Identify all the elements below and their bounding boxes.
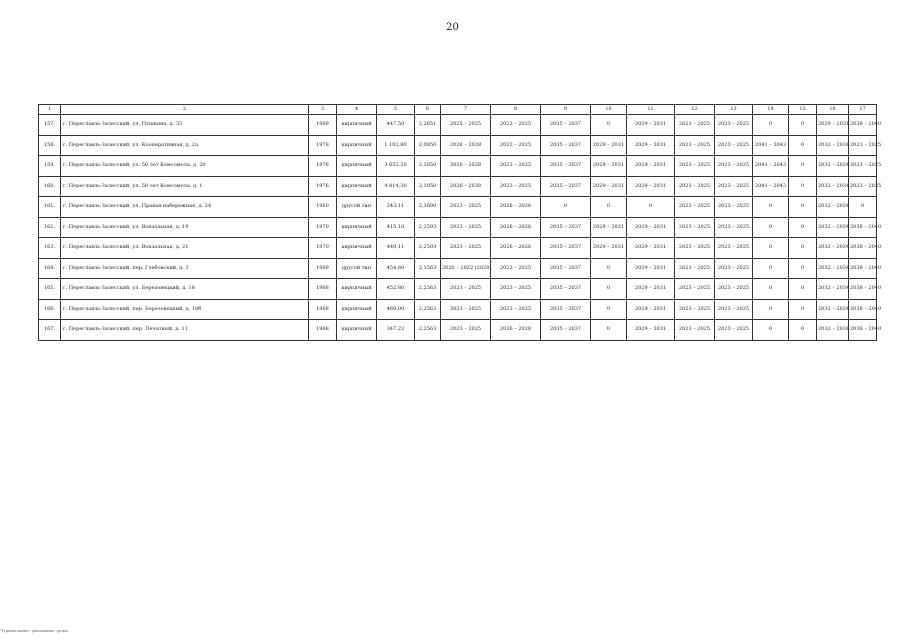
table-cell: 2029 – 2031	[627, 258, 675, 279]
address-cell: г. Переславль-Залесский, ул. Березовецкий, д. 18	[61, 279, 309, 300]
table-cell: 1968	[309, 299, 337, 320]
table-row	[39, 197, 877, 218]
table-cell: 243,11	[377, 197, 415, 218]
table-cell: 2023 – 2025	[715, 156, 753, 177]
table-cell: 2032 – 2034	[817, 217, 849, 238]
table-cell: 2035 – 2037	[541, 238, 591, 259]
table-cell: 2023 – 2025	[715, 238, 753, 259]
table-cell: другой тип	[337, 258, 377, 279]
table-cell: 2023 – 2025	[675, 238, 715, 259]
address-cell: г. Переславль-Залесский, пер. Березовецкий, д. 18б	[61, 299, 309, 320]
column-number: 16	[817, 105, 849, 115]
table-cell: 0	[753, 299, 789, 320]
table-cell: кирпичный	[337, 217, 377, 238]
table-cell: 0	[849, 197, 877, 218]
table-row	[39, 135, 877, 156]
table-cell: 2023 – 2025	[491, 258, 541, 279]
table-cell: 2035 – 2037	[541, 156, 591, 177]
table-cell: 2032 – 2034	[817, 279, 849, 300]
table-cell: 2026 – 2028	[441, 176, 491, 197]
table-row	[39, 115, 877, 136]
column-number: 17	[849, 105, 877, 115]
table-cell: 2025 – 2025	[441, 115, 491, 136]
table-cell: 2023 – 2025	[715, 135, 753, 156]
table-cell: 1978	[309, 135, 337, 156]
table-cell: 2023 – 2025	[441, 197, 491, 218]
table-cell: 2035 – 2037	[541, 320, 591, 341]
table-cell: 1976	[309, 176, 337, 197]
table-cell: 165.	[39, 279, 61, 300]
table-cell: 1976	[309, 156, 337, 177]
table-cell: 0	[789, 279, 817, 300]
table-cell: 2023 – 2025	[441, 238, 491, 259]
table-cell: 2023 – 2025	[491, 115, 541, 136]
table-cell: 0	[591, 279, 627, 300]
table-cell: 2029 – 2031	[627, 135, 675, 156]
table-cell: 2029 – 2031	[627, 320, 675, 341]
table-cell: 2029 – 2031	[591, 156, 627, 177]
table-cell: 2023 – 2025	[715, 115, 753, 136]
table-cell: 0	[753, 238, 789, 259]
table-cell: 2023 – 2025	[491, 299, 541, 320]
table-cell: 2023 – 2025	[715, 279, 753, 300]
table-cell: 2023 – 2025	[675, 135, 715, 156]
address-cell: г. Переславль-Залесский, ул. 50 лет Комсомола, д. 1	[61, 176, 309, 197]
table-cell: 2035 – 2037	[541, 176, 591, 197]
column-number: 14	[753, 105, 789, 115]
table-cell: кирпичный	[337, 299, 377, 320]
table-cell: 2029 – 2031	[591, 238, 627, 259]
table-cell: 2023 – 2025	[441, 217, 491, 238]
table-cell: 2,1563	[415, 258, 441, 279]
table-row	[39, 279, 877, 300]
column-number: 13	[715, 105, 753, 115]
table-row	[39, 176, 877, 197]
table-cell: 2023 – 2025	[715, 197, 753, 218]
table-cell: 0	[591, 115, 627, 136]
footer-note: *Примечание: указанные сроки	[0, 628, 68, 633]
table-cell: 2032 – 2034	[817, 197, 849, 218]
table-cell: 449,11	[377, 238, 415, 259]
table-cell: 2029 – 2031	[627, 176, 675, 197]
table-cell: 2038 – 2040	[849, 217, 877, 238]
column-number: 3	[309, 105, 337, 115]
table-cell: 1 102,80	[377, 135, 415, 156]
table-cell: 2023 – 2025	[715, 217, 753, 238]
table-cell: 2023 – 2025	[715, 299, 753, 320]
table-cell: 2029 – 2031	[627, 156, 675, 177]
table-cell: 2038 – 2040	[849, 279, 877, 300]
table-cell: 2023 – 2025	[675, 115, 715, 136]
table-cell: 164.	[39, 258, 61, 279]
table-cell: другой тип	[337, 197, 377, 218]
table-cell: 0	[591, 258, 627, 279]
table-cell: 2023 – 2025	[675, 258, 715, 279]
table-cell: 166.	[39, 299, 61, 320]
column-number: 4	[337, 105, 377, 115]
table-cell: 4 814,30	[377, 176, 415, 197]
table-cell: 2023 – 2025	[675, 197, 715, 218]
table-cell: 2032 – 2034	[817, 258, 849, 279]
table-cell: 2023 – 2025	[849, 176, 877, 197]
table-row	[39, 320, 877, 341]
column-number-row	[39, 105, 877, 115]
address-cell: г. Переславль-Залесский, пер. Глебовский, д. 3	[61, 258, 309, 279]
address-cell: г. Переславль-Залесский, ул. Правая набережная, д. 24	[61, 197, 309, 218]
table-cell: 0	[789, 115, 817, 136]
column-number: 8	[491, 105, 541, 115]
table-cell: 2032 – 2034	[817, 238, 849, 259]
table-cell: 0	[591, 299, 627, 320]
table-cell: 2020 – 2022 (2020)	[441, 258, 491, 279]
table-cell: 2029 – 2031	[591, 176, 627, 197]
column-number: 6	[415, 105, 441, 115]
table-cell: 162.	[39, 217, 61, 238]
table-cell: кирпичный	[337, 156, 377, 177]
table-cell: 0	[789, 156, 817, 177]
column-number: 7	[441, 105, 491, 115]
table-cell: 0	[627, 197, 675, 218]
table-cell: 0	[753, 320, 789, 341]
table-cell: 0	[753, 217, 789, 238]
table-cell: 2023 – 2025	[715, 176, 753, 197]
table-cell: 0	[789, 258, 817, 279]
table-cell: 2029 – 2031	[817, 115, 849, 136]
table-cell: кирпичный	[337, 115, 377, 136]
table-cell: 0	[541, 197, 591, 218]
table-cell: 2023 – 2025	[675, 176, 715, 197]
table-cell: 157.	[39, 115, 61, 136]
table-cell: 2029 – 2031	[627, 217, 675, 238]
table-cell: 2029 – 2031	[591, 135, 627, 156]
table-cell: 0	[789, 217, 817, 238]
table-row	[39, 299, 877, 320]
table-cell: 2,2593	[415, 238, 441, 259]
column-number: 5	[377, 105, 415, 115]
table-cell: 2026 – 2028	[441, 156, 491, 177]
table-row	[39, 258, 877, 279]
table-cell: 2023 – 2025	[491, 176, 541, 197]
table-cell: 0	[753, 197, 789, 218]
table-cell: 2041 – 2043	[753, 135, 789, 156]
table-cell: 469,00	[377, 299, 415, 320]
table-cell: 2038 – 2040	[849, 238, 877, 259]
address-cell: г. Переславль-Залесский, ул. Вокзальная, д. 21	[61, 238, 309, 259]
address-cell: г. Переславль-Залесский, ул. Пушкина, д. 33	[61, 115, 309, 136]
table-cell: 2026 – 2028	[491, 217, 541, 238]
table-cell: 2023 – 2025	[675, 299, 715, 320]
address-cell: г. Переславль-Залесский, пер. Печатный, д. 11	[61, 320, 309, 341]
column-number: 15	[789, 105, 817, 115]
table-cell: 0	[591, 197, 627, 218]
table-cell: 2035 – 2037	[541, 299, 591, 320]
table-cell: 452,80	[377, 279, 415, 300]
table-cell: 0	[789, 299, 817, 320]
table-cell: 2026 – 2028	[441, 135, 491, 156]
table-cell: кирпичный	[337, 320, 377, 341]
column-number: 2	[61, 105, 309, 115]
column-number: 9	[541, 105, 591, 115]
capital-repair-table	[38, 104, 882, 341]
table-cell: 161.	[39, 197, 61, 218]
table-cell: 2,2563	[415, 279, 441, 300]
table-cell: 454,60	[377, 258, 415, 279]
table-cell: 2032 – 2034	[817, 176, 849, 197]
table-cell: 2041 – 2043	[753, 156, 789, 177]
table-cell: 2023 – 2025	[441, 299, 491, 320]
table-cell: 1968	[309, 320, 337, 341]
table-cell: 0	[789, 238, 817, 259]
table-cell: 0	[789, 320, 817, 341]
table-cell: 2023 – 2025	[675, 156, 715, 177]
table-cell: 347,23	[377, 320, 415, 341]
table-cell: 2035 – 2037	[541, 135, 591, 156]
table-cell: 0	[753, 258, 789, 279]
table-cell: 2029 – 2031	[627, 299, 675, 320]
table-cell: 2041 – 2043	[753, 176, 789, 197]
table-cell: 1970	[309, 217, 337, 238]
table-cell: 167.	[39, 320, 61, 341]
table-cell: 2,2593	[415, 217, 441, 238]
table-cell: 2023 – 2025	[715, 258, 753, 279]
table-row	[39, 238, 877, 259]
table-cell: 2023 – 2025	[675, 217, 715, 238]
table-cell: 2023 – 2025	[491, 156, 541, 177]
table-cell: 2026 – 2028	[491, 238, 541, 259]
column-number: 10	[591, 105, 627, 115]
table-cell: 0	[789, 197, 817, 218]
table-cell: 2023 – 2025	[849, 156, 877, 177]
table-cell: 2023 – 2025	[675, 320, 715, 341]
table-cell: 2035 – 2037	[541, 115, 591, 136]
table-cell: 2,2563	[415, 299, 441, 320]
table-cell: 2035 – 2037	[541, 217, 591, 238]
table-cell: 1960	[309, 197, 337, 218]
table-cell: 2038 – 2040	[849, 320, 877, 341]
table-cell: 159.	[39, 156, 61, 177]
table-cell: 2023 – 2025	[441, 320, 491, 341]
table-cell: 415,10	[377, 217, 415, 238]
table-cell: 2,1850	[415, 176, 441, 197]
page-number: 20	[446, 22, 459, 33]
table-cell: 0	[753, 115, 789, 136]
table-cell: 2,1850	[415, 156, 441, 177]
table-row	[39, 217, 877, 238]
table-cell: 1989	[309, 115, 337, 136]
address-cell: г. Переславль-Залесский, ул. 50 лет Комсомола, д. 20	[61, 156, 309, 177]
table-cell: 0	[789, 135, 817, 156]
table-cell: 1968	[309, 279, 337, 300]
table-cell: 2023 – 2025	[441, 279, 491, 300]
table-cell: 0	[591, 320, 627, 341]
table-cell: кирпичный	[337, 238, 377, 259]
table-cell: 2023 – 2025	[675, 279, 715, 300]
table-cell: 2032 – 2034	[817, 135, 849, 156]
table-cell: 3 652,20	[377, 156, 415, 177]
address-cell: г. Переславль-Залесский, ул. Кооперативная, д. 2а	[61, 135, 309, 156]
table-cell: 2023 – 2025	[715, 320, 753, 341]
table-cell: 1970	[309, 238, 337, 259]
table-cell: 2029 – 2031	[591, 217, 627, 238]
column-number: 12	[675, 105, 715, 115]
table-cell: 2035 – 2037	[541, 279, 591, 300]
column-number: 1	[39, 105, 61, 115]
table-cell: кирпичный	[337, 279, 377, 300]
table-row	[39, 156, 877, 177]
table-cell: 2,2563	[415, 320, 441, 341]
table-cell: 2023 – 2025	[491, 279, 541, 300]
table-cell: 0	[753, 279, 789, 300]
table-cell: 2029 – 2031	[627, 279, 675, 300]
table-cell: 160.	[39, 176, 61, 197]
table-cell: кирпичный	[337, 135, 377, 156]
table-cell: 0	[789, 176, 817, 197]
table-cell: 2035 – 2037	[541, 258, 591, 279]
table-cell: 2,0850	[415, 135, 441, 156]
table-cell: 2032 – 2034	[817, 156, 849, 177]
address-cell: г. Переславль-Залесский, ул. Вокзальная, д. 19	[61, 217, 309, 238]
table-cell: 2029 – 2031	[627, 238, 675, 259]
table-cell: 2029 – 2031	[627, 115, 675, 136]
table-cell: кирпичный	[337, 176, 377, 197]
table-cell: 2026 – 2028	[491, 320, 541, 341]
table-cell: 2,2651	[415, 115, 441, 136]
table-cell: 2038 – 2040	[849, 258, 877, 279]
table-cell: 2026 – 2028	[491, 197, 541, 218]
table-cell: 2,3600	[415, 197, 441, 218]
table-cell: 447,50	[377, 115, 415, 136]
table-cell: 2032 – 2034	[817, 299, 849, 320]
table-cell: 2038 – 2040	[849, 299, 877, 320]
table-cell: 1989	[309, 258, 337, 279]
table-cell: 2038 – 2040	[849, 115, 877, 136]
table-cell: 158.	[39, 135, 61, 156]
table-cell: 163.	[39, 238, 61, 259]
column-number: 11	[627, 105, 675, 115]
table-cell: 2032 – 2034	[817, 320, 849, 341]
table-cell: 2023 – 2025	[491, 135, 541, 156]
table-cell: 2023 – 2025	[849, 135, 877, 156]
